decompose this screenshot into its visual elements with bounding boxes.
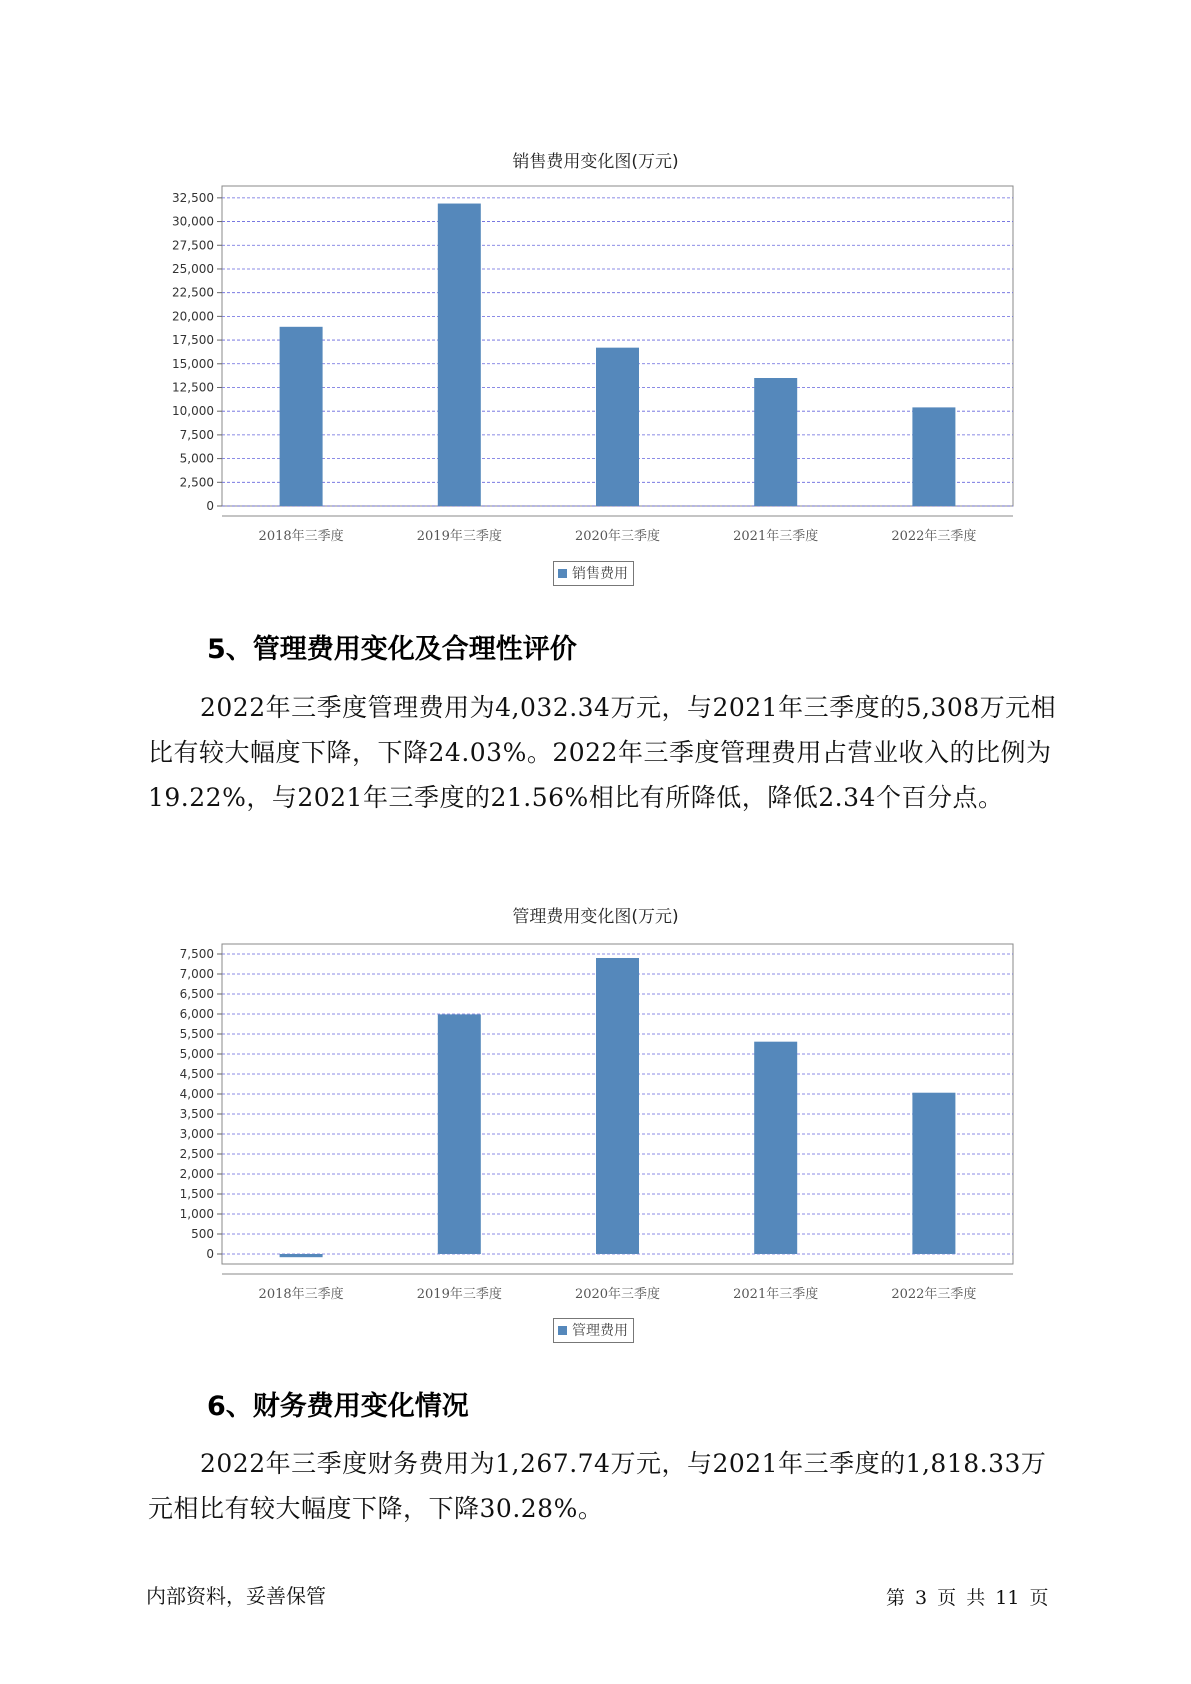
section-heading-finance-expense: 6、财务费用变化情况 bbox=[207, 1391, 469, 1422]
sales-expense-chart bbox=[0, 170, 1191, 544]
bar bbox=[438, 204, 481, 506]
bar bbox=[596, 348, 639, 506]
chart-title-sales: 销售费用变化图(万元) bbox=[512, 152, 679, 172]
y-tick-label: 22,500 bbox=[172, 285, 214, 300]
y-tick-label: 30,000 bbox=[172, 214, 214, 229]
bar bbox=[912, 1093, 955, 1254]
y-tick-label: 4,000 bbox=[179, 1087, 214, 1101]
y-tick-label: 2,500 bbox=[179, 475, 214, 490]
y-tick-label: 3,500 bbox=[179, 1107, 214, 1121]
legend-swatch bbox=[558, 569, 567, 578]
finance-expense-paragraph: 2022年三季度财务费用为1,267.74万元，与2021年三季度的1,818.33万元相比有较大幅度下降，下降30.28%。 bbox=[148, 1449, 1047, 1523]
bar bbox=[754, 1042, 797, 1254]
chart-legend-sales bbox=[553, 561, 634, 586]
x-tick-label: 2018年三季度 bbox=[258, 529, 344, 544]
y-tick-label: 7,500 bbox=[179, 947, 214, 961]
bar bbox=[754, 378, 797, 506]
bar bbox=[280, 1254, 323, 1257]
y-tick-label: 10,000 bbox=[172, 404, 214, 419]
x-tick-label: 2021年三季度 bbox=[733, 529, 819, 544]
section-heading-admin-expense: 5、管理费用变化及合理性评价 bbox=[207, 634, 577, 665]
y-tick-label: 1,500 bbox=[179, 1187, 214, 1201]
y-tick-label: 32,500 bbox=[172, 190, 214, 205]
y-tick-label: 4,500 bbox=[179, 1067, 214, 1081]
y-tick-label: 5,500 bbox=[179, 1027, 214, 1041]
y-tick-label: 27,500 bbox=[172, 238, 214, 253]
bar bbox=[438, 1014, 481, 1254]
bar bbox=[912, 407, 955, 506]
y-tick-label: 5,000 bbox=[179, 451, 214, 466]
y-tick-label: 0 bbox=[206, 1247, 214, 1261]
y-tick-label: 2,000 bbox=[179, 1167, 214, 1181]
y-tick-label: 25,000 bbox=[172, 261, 214, 276]
y-tick-label: 6,000 bbox=[179, 1007, 214, 1021]
x-tick-label: 2019年三季度 bbox=[416, 529, 502, 544]
y-tick-label: 7,000 bbox=[179, 967, 214, 981]
x-tick-label: 2021年三季度 bbox=[733, 1287, 819, 1302]
y-tick-label: 2,500 bbox=[179, 1147, 214, 1161]
admin-expense-paragraph: 2022年三季度管理费用为4,032.34万元，与2021年三季度的5,308万元相比有较大幅度下降，下降24.03%。2022年三季度管理费用占营业收入的比例为19.22%，与2021年三季度的21.56%相比有所降低，降低2.34个百分点。 bbox=[148, 693, 1057, 812]
y-tick-label: 6,500 bbox=[179, 987, 214, 1001]
footer-page-number: 第 3 页 共 11 页 bbox=[886, 1587, 1049, 1609]
bar bbox=[280, 327, 323, 506]
y-tick-label: 3,000 bbox=[179, 1127, 214, 1141]
y-tick-label: 500 bbox=[191, 1227, 214, 1241]
chart-legend-admin bbox=[553, 1318, 634, 1343]
x-tick-label: 2019年三季度 bbox=[416, 1287, 502, 1302]
y-tick-label: 1,000 bbox=[179, 1207, 214, 1221]
bar bbox=[596, 958, 639, 1254]
x-tick-label: 2020年三季度 bbox=[574, 1287, 661, 1302]
x-tick-label: 2018年三季度 bbox=[258, 1287, 344, 1302]
chart-title-admin: 管理费用变化图(万元) bbox=[512, 907, 679, 927]
y-tick-label: 12,500 bbox=[172, 380, 214, 395]
legend-swatch bbox=[558, 1326, 567, 1335]
x-tick-label: 2022年三季度 bbox=[891, 529, 977, 544]
x-tick-label: 2020年三季度 bbox=[574, 529, 661, 544]
y-tick-label: 7,500 bbox=[179, 427, 214, 442]
y-tick-label: 17,500 bbox=[172, 333, 214, 348]
y-tick-label: 5,000 bbox=[179, 1047, 214, 1061]
legend-label: 管理费用 bbox=[572, 1323, 628, 1339]
y-tick-label: 15,000 bbox=[172, 356, 214, 371]
y-tick-label: 0 bbox=[206, 499, 214, 513]
footer-confidential-note: 内部资料，妥善保管 bbox=[146, 1584, 326, 1608]
x-tick-label: 2022年三季度 bbox=[891, 1287, 977, 1302]
admin-expense-chart bbox=[0, 928, 1191, 1302]
y-tick-label: 20,000 bbox=[172, 309, 214, 324]
legend-label: 销售费用 bbox=[572, 566, 628, 582]
